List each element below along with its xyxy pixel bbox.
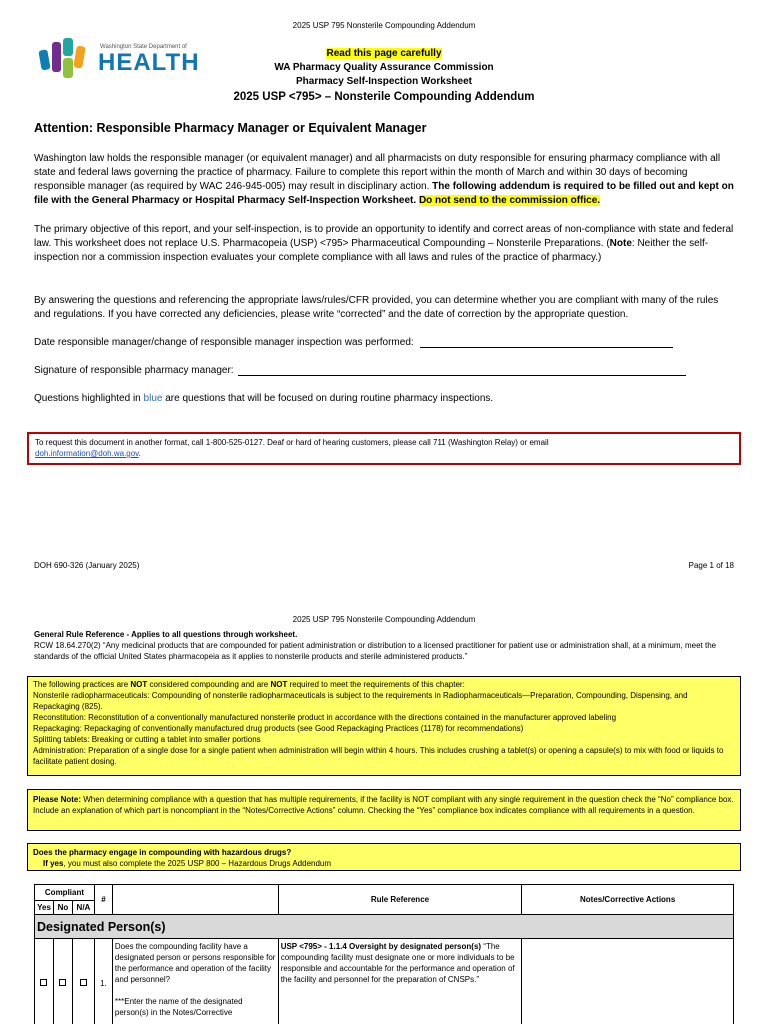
- practice-item: Administration: Preparation of a single dose for a single patient when administration will begin within 4 hours. This includes crushing a tablet(s) or opening a capsule(s) to mix with food or liquids to facilitate patient dosing.: [33, 746, 724, 766]
- p2-note-label: Note: [609, 238, 632, 249]
- signature-label: Signature of responsible pharmacy manager:: [34, 365, 234, 376]
- date-field[interactable]: [420, 338, 673, 348]
- practices-intro-a: The following practices are: [33, 680, 131, 689]
- please-note-box: [27, 789, 741, 831]
- table-row: [35, 939, 734, 1024]
- request-email-link[interactable]: doh.information@doh.wa.gov: [35, 449, 139, 458]
- running-header: 2025 USP 795 Nonsterile Compounding Addendum: [292, 21, 476, 30]
- hazardous-question: Does the pharmacy engage in compounding with hazardous drugs?: [33, 848, 292, 857]
- hazardous-yes-text: , you must also complete the 2025 USP 800 – Hazardous Drugs Addendum: [63, 859, 332, 868]
- p1-bold: The following addendum is required to be filled out and kept on file with the General Pharmacy or Hospital Pharmacy Self-Inspection Worksheet.: [34, 181, 734, 206]
- general-rule-text: RCW 18.64.270(2) “Any medicinal products that are compounded for patient administration or distribution to a licensed practitioner for patient use or administration shall, at a minimum, meet the standards of the official United States pharmacopeia as it applies to nonsterile products and sterile administered products.”: [34, 641, 717, 661]
- worksheet-name: Pharmacy Self-Inspection Worksheet: [296, 76, 472, 87]
- no-checkbox[interactable]: [59, 979, 66, 986]
- p2-text: The primary objective of this report, and your self-inspection, is to provide an opportunity to identify and correct areas of non-compliance with state and federal law. This worksheet does not replace U.S. Pharmacopeia (USP) <795> Pharmaceutical Compounding – Nonsterile Preparations. (: [34, 224, 734, 249]
- paragraph-responsibility: [34, 152, 734, 208]
- no-header: No: [53, 901, 72, 915]
- date-label: Date responsible manager/change of responsible manager inspection was performed:: [34, 337, 414, 348]
- read-carefully: Read this page carefully: [326, 48, 442, 59]
- logo-big-text: HEALTH: [98, 49, 200, 76]
- rule-cell: [278, 939, 522, 1024]
- date-line: [34, 337, 673, 348]
- request-text: To request this document in another format, call 1-800-525-0127. Deaf or hard of hearing customers, please call 711 (Washington Relay) or email: [35, 438, 549, 447]
- na-header: N/A: [72, 901, 94, 915]
- footer-page-number: Page 1 of 18: [688, 561, 734, 570]
- practice-item: Reconstitution: Reconstitution of a conventionally manufactured nonsterile product in accordance with the directions contained in the manufacturer approved labeling: [33, 713, 617, 722]
- general-rule-block: [34, 629, 734, 662]
- document-title: 2025 USP <795> – Nonsterile Compounding Addendum: [233, 91, 535, 103]
- attention-heading: Attention: Responsible Pharmacy Manager or Equivalent Manager: [34, 121, 427, 135]
- footer-doc-number: DOH 690-326 (January 2025): [34, 561, 140, 570]
- practice-item: Splitting tablets: Breaking or cutting a tablet into smaller portions: [33, 735, 261, 744]
- request-format-box: [27, 432, 741, 465]
- question-note: ***Enter the name of the designated person(s) in the Notes/Corrective: [114, 997, 243, 1017]
- general-rule-title: General Rule Reference - Applies to all questions through worksheet.: [34, 630, 298, 639]
- notes-header: Notes/Corrective Actions: [522, 885, 734, 915]
- p1-text: Washington law holds the responsible manager (or equivalent manager) and all pharmacists on duty responsible for ensuring pharmacy compliance with all state and federal laws governing the practice of pharmacy. Failure to complete this report within the month of March and within 30 days of becoming responsible manager (as required by WAC 246-945-005) may result in disciplinary action.: [34, 153, 721, 192]
- practice-item: Nonsterile radiopharmaceuticals: Compounding of nonsterile radiopharmaceuticals is subject to the requirements in Radiopharmaceuticals—Preparation, Compounding, Dispensing, and Repackaging (825).: [33, 691, 688, 711]
- rule-text: “The compounding facility must designate one or more individuals to be responsible and accountable for the performance and operation of the facility and personnel for the preparation of CNSPs.”: [280, 942, 515, 984]
- questions-pre: Questions highlighted in: [34, 393, 144, 404]
- section-title: Designated Person(s): [35, 915, 734, 939]
- questions-post: are questions that will be focused on during routine pharmacy inspections.: [162, 393, 494, 404]
- rule-bold: USP <795> - 1.1.4 Oversight by designated person(s): [280, 942, 482, 951]
- signature-field[interactable]: [238, 366, 686, 376]
- table-header-row: [35, 885, 734, 901]
- yes-header: Yes: [35, 901, 54, 915]
- hazardous-box: [27, 843, 741, 871]
- practices-intro: [33, 679, 735, 690]
- paragraph-objective: [34, 223, 734, 265]
- practices-not-2: NOT: [270, 680, 288, 689]
- questions-blue: blue: [143, 393, 163, 404]
- question-text: Does the compounding facility have a designated person or persons responsible for the performance and operation of the facility and personnel?: [114, 942, 276, 984]
- running-header-page2: 2025 USP 795 Nonsterile Compounding Addendum: [292, 615, 476, 624]
- row-number: 1.: [94, 939, 112, 1024]
- hazardous-instruction: [33, 858, 735, 869]
- paragraph-answering: By answering the questions and referencing the appropriate laws/rules/CFR provided, you can determine whether you are compliant with many of the rules and regulations. If you have corrected any deficiencies, please write “corrected” and the date of correction by the appropriate question.: [34, 295, 719, 320]
- hazardous-yes-label: If yes: [43, 859, 64, 868]
- na-checkbox[interactable]: [80, 979, 87, 986]
- p1-highlight: Do not send to the commission office.: [418, 195, 601, 206]
- please-note-text: When determining compliance with a question that has multiple requirements, if the facility is NOT compliant with any single requirement in the question check the “No” compliance box. Include an explanation of which part is noncompliant in the “Notes/Corrective Actions” column. Checking the “Yes” compliance box indicates compliance with all requirements in a question.: [33, 795, 734, 815]
- practices-intro-b: considered compounding and are: [147, 680, 271, 689]
- section-row: [35, 915, 734, 939]
- compliance-table: [34, 884, 734, 1024]
- practices-not-1: NOT: [130, 680, 148, 689]
- logo-small-text: Washington State Department of: [100, 44, 187, 50]
- question-cell: [112, 939, 278, 1024]
- practices-intro-c: required to meet the requirements of this chapter:: [287, 680, 465, 689]
- questions-note: [34, 393, 493, 404]
- number-header: #: [94, 885, 112, 915]
- notes-cell[interactable]: [522, 939, 734, 1024]
- title-block: [0, 47, 768, 105]
- practice-item: Repackaging: Repackaging of conventionally manufactured drug products (see Good Repackaging Practices (1178) for recommendations): [33, 724, 524, 733]
- commission-name: WA Pharmacy Quality Assurance Commission: [274, 62, 494, 73]
- request-end: .: [138, 449, 141, 458]
- please-note-label: Please Note:: [33, 795, 82, 804]
- compliant-header: Compliant: [35, 885, 95, 901]
- rule-reference-header: Rule Reference: [278, 885, 522, 915]
- signature-line: [34, 365, 686, 376]
- yes-checkbox[interactable]: [40, 979, 47, 986]
- practices-box: [27, 676, 741, 776]
- p2-note-text: : Neither the self-inspection nor a commission inspection evaluates your complete compliance with all laws and rules of the practice of pharmacy.): [34, 238, 709, 263]
